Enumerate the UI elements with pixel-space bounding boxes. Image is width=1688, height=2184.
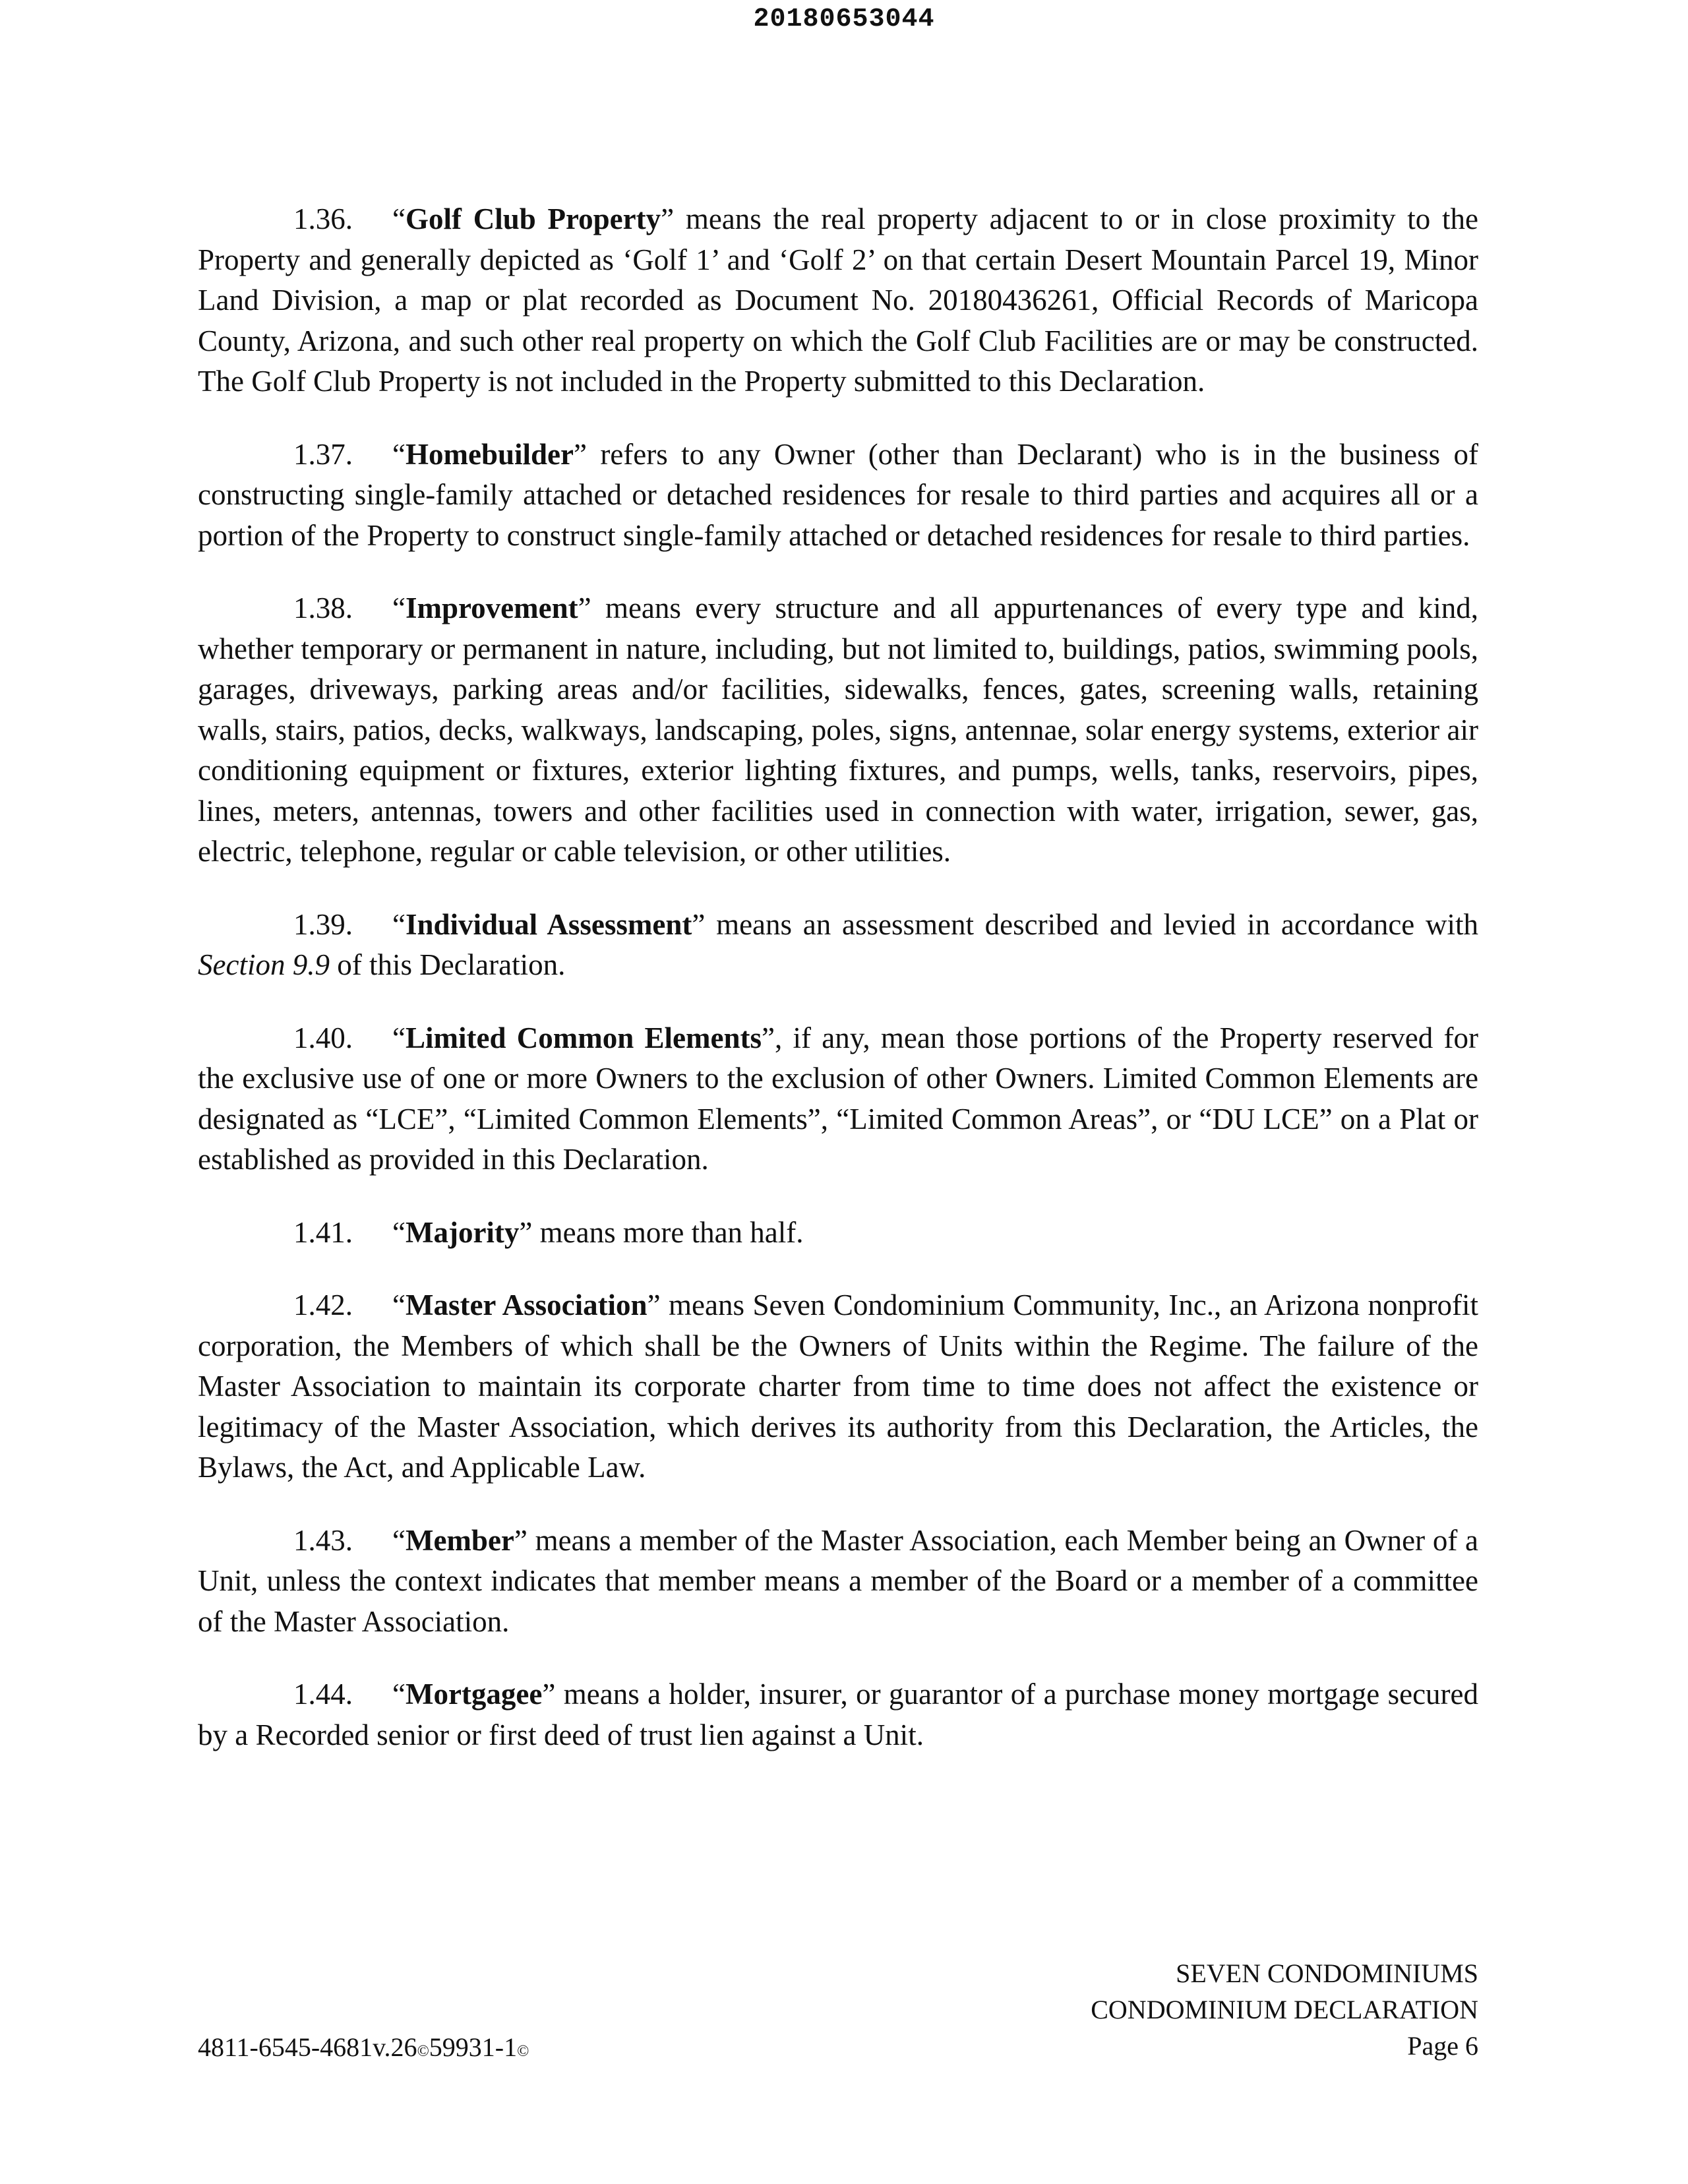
close-quote: ” — [542, 1678, 556, 1711]
footer-document-type: CONDOMINIUM DECLARATION — [1091, 1995, 1478, 2024]
open-quote: “ — [392, 1678, 406, 1711]
recording-number: 20180653044 — [753, 5, 935, 34]
defined-term: Member — [405, 1523, 514, 1557]
open-quote: “ — [392, 437, 406, 471]
definition-text: means every structure and all appurtenances of every type and kind, whether temporary or permanent in nature, including, but not limited to, buildings, patios, swimming pools, garages, driveways, parking areas and/or facilities, sidewalks, fences, gates, screening walls, retaining walls, stairs, patios, decks, walkways, landscaping, poles, signs, antennae, solar energy systems, exterior air conditioning equipment or fixtures, exterior lighting fixtures, and pumps, wells, tanks, reservoirs, pipes, lines, meters, antennas, towers and other facilities used in connection with water, irrigation, sewer, gas, electric, telephone, regular or cable television, or other utilities. — [198, 592, 1478, 868]
definition-text: , if any, mean those portions of the Property reserved for the exclusive use of one or more Owners to the exclusion of other Owners. Limited Common Elements are designated as “LCE”, “Limited Common Elements”, “Limited Common Areas”, or “DU LCE” on a Plat or established as provided in this Declaration. — [198, 1021, 1478, 1176]
footer-title-block — [1091, 1955, 1478, 2064]
section-reference: Section 9.9 — [198, 948, 330, 981]
section-number: 1.44. — [293, 1678, 353, 1711]
circle-mark-icon: © — [417, 2043, 429, 2060]
open-quote: “ — [392, 1289, 406, 1321]
section-number: 1.36. — [293, 202, 353, 235]
page-number: Page 6 — [1407, 2031, 1478, 2061]
client-matter-number: 59931-1 — [429, 2032, 518, 2062]
section-number: 1.39. — [293, 907, 353, 941]
circle-mark-icon: © — [517, 2043, 529, 2060]
section-1-44 — [198, 1674, 1478, 1755]
section-1-38 — [198, 588, 1478, 872]
section-1-39 — [198, 905, 1478, 986]
definition-text: means more than half. — [532, 1215, 804, 1249]
footer-project-name: SEVEN CONDOMINIUMS — [1176, 1958, 1478, 1988]
section-1-41 — [198, 1213, 1478, 1254]
definition-text: means the real property adjacent to or in close proximity to the Property and generally depicted as ‘Golf 1’ and ‘Golf 2’ on that certain Desert Mountain Parcel 19, Minor Land Division, a map or plat recorded as Document No. 20180436261, Official Records of Maricopa County, Arizona, and such other real property on which the Golf Club Facilities are or may be constructed. The Golf Club Property is not included in the Property submitted to this Declaration. — [198, 202, 1479, 398]
document-id — [198, 2031, 529, 2068]
open-quote: “ — [392, 907, 406, 941]
close-quote: ” — [514, 1523, 528, 1557]
close-quote: ” — [578, 592, 591, 624]
definition-text: means Seven Condominium Community, Inc., an Arizona nonprofit corporation, the Members of which shall be the Owners of Units within the Regime. The failure of the Master Association to maintain its corporate charter from time to time does not affect the existence or legitimacy of the Master Association, which derives its authority from this Declaration, the Articles, the Bylaws, the Act, and Applicable Law. — [198, 1289, 1478, 1484]
section-1-36 — [198, 199, 1478, 402]
doc-id-number: 4811-6545-4681v.26 — [198, 2032, 417, 2062]
close-quote: ” — [661, 202, 675, 235]
close-quote: ” — [692, 907, 706, 941]
defined-term: Majority — [405, 1215, 520, 1249]
defined-term: Limited Common Elements — [405, 1021, 762, 1054]
section-1-40 — [198, 1018, 1478, 1180]
defined-term: Homebuilder — [405, 437, 574, 471]
defined-term: Master Association — [405, 1289, 648, 1321]
section-number: 1.40. — [293, 1021, 353, 1054]
section-number: 1.43. — [293, 1523, 353, 1557]
section-number: 1.42. — [293, 1289, 353, 1321]
open-quote: “ — [392, 202, 406, 235]
open-quote: “ — [392, 592, 406, 624]
section-1-43 — [198, 1521, 1478, 1643]
close-quote: ” — [573, 437, 587, 471]
open-quote: “ — [392, 1523, 406, 1557]
document-body — [198, 199, 1478, 1788]
close-quote: ” — [647, 1289, 661, 1321]
close-quote: ” — [519, 1215, 533, 1249]
defined-term: Golf Club Property — [405, 202, 661, 235]
open-quote: “ — [392, 1215, 406, 1249]
defined-term: Improvement — [405, 592, 578, 624]
defined-term: Mortgagee — [405, 1678, 543, 1711]
definition-text: means an assessment described and levied in accordance with — [705, 907, 1478, 941]
section-1-37 — [198, 435, 1478, 557]
section-1-42 — [198, 1285, 1478, 1488]
definition-text: refers to any Owner (other than Declarant) who is in the business of constructing single-family attached or detached residences for resale to third parties and acquires all or a portion of the Property to construct single-family attached or detached residences for resale to third parties. — [198, 437, 1478, 552]
defined-term: Individual Assessment — [405, 907, 692, 941]
section-number: 1.41. — [293, 1215, 353, 1249]
close-quote: ” — [762, 1021, 775, 1054]
definition-text: means a holder, insurer, or guarantor of a purchase money mortgage secured by a Recorded senior or first deed of trust lien against a Unit. — [198, 1678, 1478, 1751]
section-number: 1.37. — [293, 437, 353, 471]
definition-text-end: of this Declaration. — [329, 948, 566, 981]
open-quote: “ — [392, 1021, 406, 1054]
section-number: 1.38. — [293, 592, 353, 624]
definition-text: means a member of the Master Association, each Member being an Owner of a Unit, unless the context indicates that member means a member of the Board or a member of a committee of the Master Association. — [198, 1523, 1478, 1638]
